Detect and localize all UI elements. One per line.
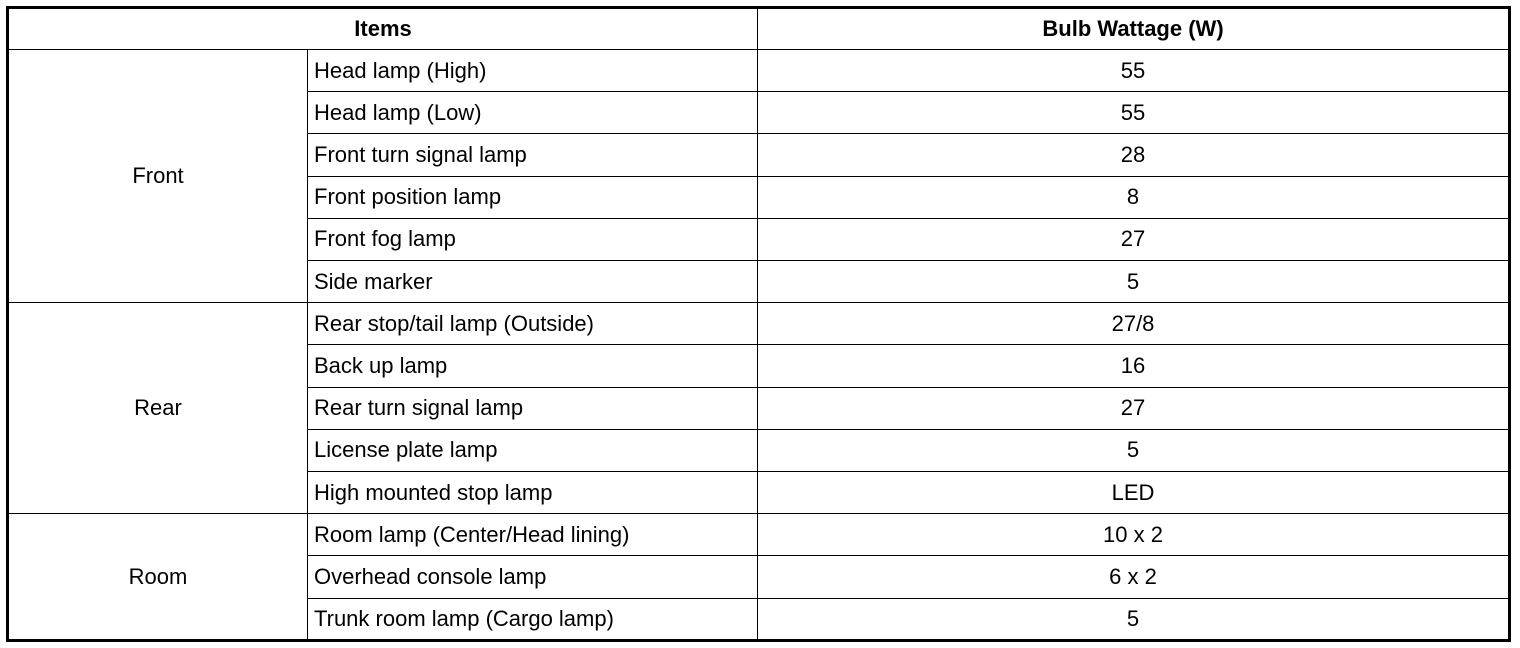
item-wattage: 28 xyxy=(758,134,1510,176)
item-name: Head lamp (High) xyxy=(308,50,758,92)
table-row xyxy=(8,514,1510,556)
item-name: Rear stop/tail lamp (Outside) xyxy=(308,303,758,345)
item-name: Back up lamp xyxy=(308,345,758,387)
item-name: Rear turn signal lamp xyxy=(308,387,758,429)
item-wattage: 10 x 2 xyxy=(758,514,1510,556)
item-name: High mounted stop lamp xyxy=(308,472,758,514)
item-name: Overhead console lamp xyxy=(308,556,758,598)
group-label-room: Room xyxy=(8,514,308,641)
bulb-wattage-table xyxy=(6,6,1511,642)
table-row xyxy=(8,50,1510,92)
item-name: Room lamp (Center/Head lining) xyxy=(308,514,758,556)
items-column-header: Items xyxy=(8,8,758,50)
item-name: Front fog lamp xyxy=(308,218,758,260)
item-wattage: 5 xyxy=(758,429,1510,471)
item-name: Side marker xyxy=(308,261,758,303)
item-wattage: 6 x 2 xyxy=(758,556,1510,598)
item-wattage: 5 xyxy=(758,598,1510,640)
table-row xyxy=(8,303,1510,345)
item-wattage: 55 xyxy=(758,92,1510,134)
item-name: Front turn signal lamp xyxy=(308,134,758,176)
item-name: Front position lamp xyxy=(308,176,758,218)
item-name: Trunk room lamp (Cargo lamp) xyxy=(308,598,758,640)
item-wattage: 55 xyxy=(758,50,1510,92)
item-wattage: 5 xyxy=(758,261,1510,303)
item-name: License plate lamp xyxy=(308,429,758,471)
item-wattage: 16 xyxy=(758,345,1510,387)
group-label-front: Front xyxy=(8,50,308,303)
item-wattage: 27/8 xyxy=(758,303,1510,345)
item-wattage: 27 xyxy=(758,387,1510,429)
item-name: Head lamp (Low) xyxy=(308,92,758,134)
table-header-row xyxy=(8,8,1510,50)
item-wattage: 8 xyxy=(758,176,1510,218)
item-wattage: 27 xyxy=(758,218,1510,260)
item-wattage: LED xyxy=(758,472,1510,514)
wattage-column-header: Bulb Wattage (W) xyxy=(758,8,1510,50)
group-label-rear: Rear xyxy=(8,303,308,514)
